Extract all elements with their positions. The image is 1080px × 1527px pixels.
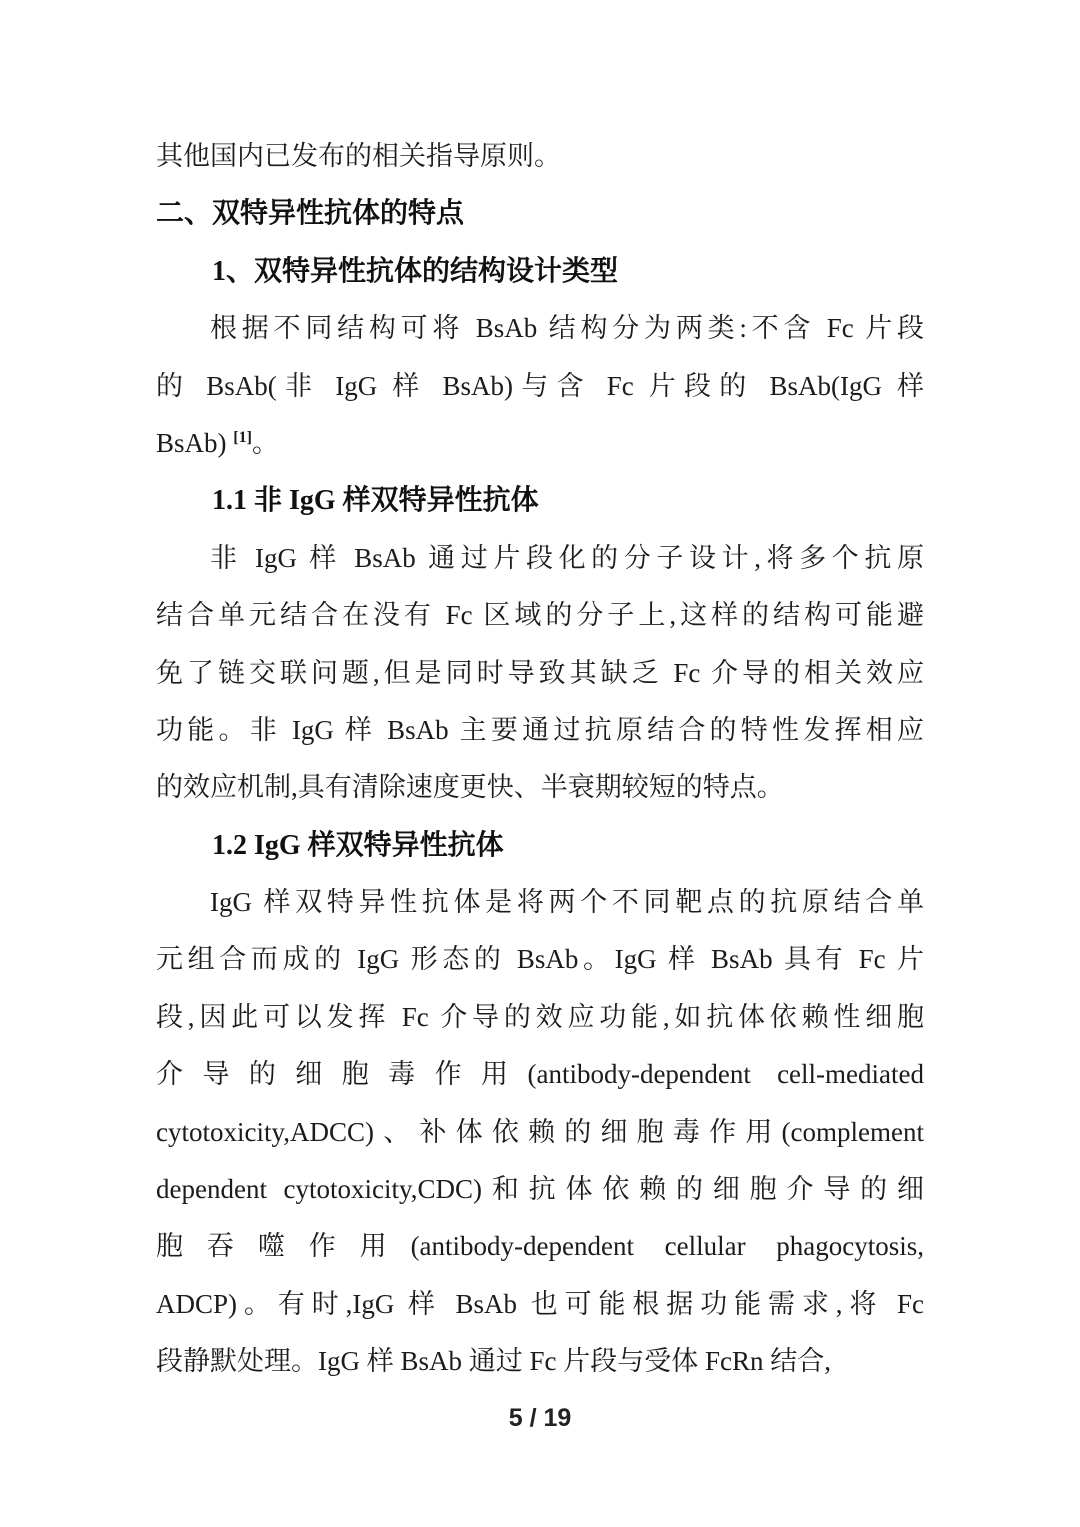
paragraph-line: dependent cytotoxicity,CDC)和抗体依赖的细胞介导的细 [156,1174,924,1205]
paragraph-text: BsAb) [156,427,234,458]
paragraph-line: 根据不同结构可将 BsAb 结构分为两类:不含 Fc 片段 [210,313,924,344]
paragraph-continuation-line: 其他国内已发布的相关指导原则。 [156,141,561,171]
paragraph-line: 元组合而成的 IgG 形态的 BsAb。IgG 样 BsAb 具有 Fc 片 [156,944,924,975]
subsection-heading-1-1: 1.1 非 IgG 样双特异性抗体 [212,485,539,517]
paragraph-line [156,415,924,472]
paragraph-line: 的效应机制,具有清除速度更快、半衰期较短的特点。 [156,772,784,803]
paragraph-line: 介导的细胞毒作用(antibody-dependent cell-mediated [156,1059,924,1090]
paragraph-line: 的 BsAb(非 IgG 样 BsAb)与含 Fc 片段的 BsAb(IgG 样 [156,370,924,401]
subsection-heading-1: 1、双特异性抗体的结构设计类型 [212,255,619,287]
subsection-heading-1-2: 1.2 IgG 样双特异性抗体 [212,829,504,861]
section-heading: 二、双特异性抗体的特点 [156,198,465,230]
paragraph-line: 非 IgG 样 BsAb 通过片段化的分子设计,将多个抗原 [210,542,924,573]
paragraph-line: ADCP)。有时,IgG 样 BsAb 也可能根据功能需求,将 Fc [156,1288,924,1319]
paragraph-line: 结合单元结合在没有 Fc 区域的分子上,这样的结构可能避 [156,600,924,631]
paragraph-line: 胞吞噬作用(antibody-dependent cellular phagocytosis, [156,1231,924,1262]
paragraph-text: 。 [251,427,279,458]
page-number: 5 / 19 [508,1404,572,1432]
document-body [156,128,924,1391]
paragraph-line: 功能。非 IgG 样 BsAb 主要通过抗原结合的特性发挥相应 [156,714,924,745]
paragraph-line: cytotoxicity,ADCC)、补体依赖的细胞毒作用(complement [156,1116,924,1147]
paragraph-line: 段静默处理。IgG 样 BsAb 通过 Fc 片段与受体 FcRn 结合, [156,1346,832,1377]
paragraph-line: 免了链交联问题,但是同时导致其缺乏 Fc 介导的相关效应 [156,657,924,688]
reference-marker: [1] [233,428,252,446]
paragraph-line: 段,因此可以发挥 Fc 介导的效应功能,如抗体依赖性细胞 [156,1001,924,1032]
paragraph-line: IgG 样双特异性抗体是将两个不同靶点的抗原结合单 [210,887,924,918]
